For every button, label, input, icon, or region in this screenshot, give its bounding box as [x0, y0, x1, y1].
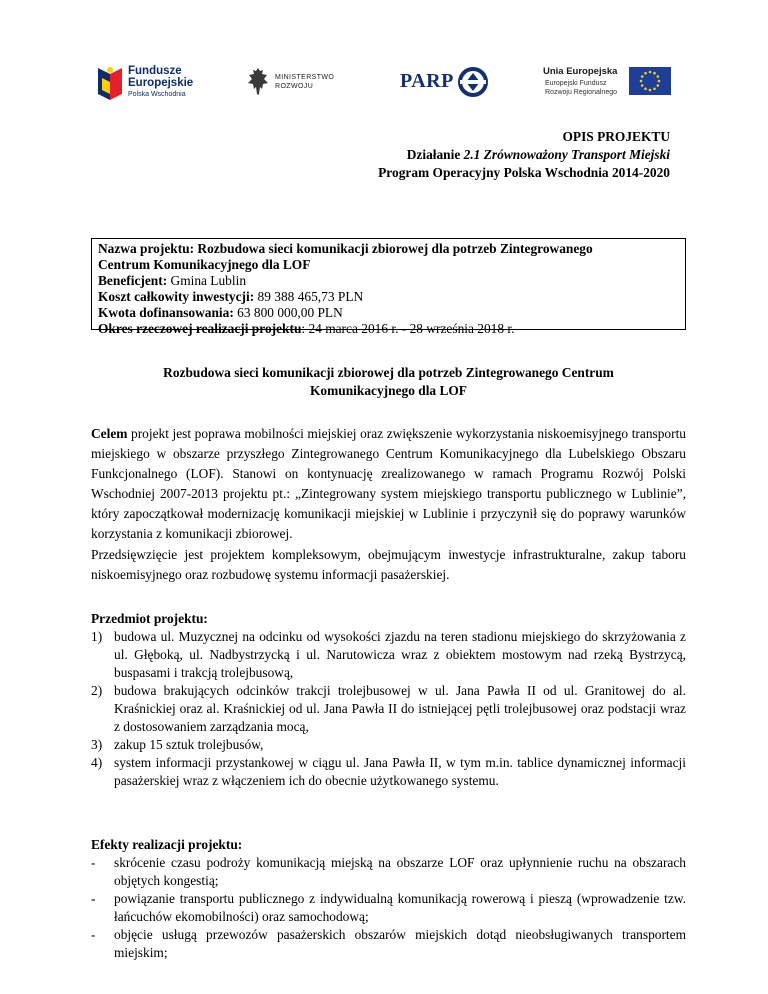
header-action-prefix: Działanie — [406, 147, 464, 162]
project-info-box — [91, 238, 686, 336]
parp-logo — [400, 62, 490, 104]
project-name-cont-text: Centrum Komunikacyjnego dla LOF — [98, 257, 311, 272]
list-item-text: zakup 15 sztuk trolejbusów, — [114, 737, 264, 752]
project-title — [91, 364, 686, 400]
list-item — [91, 736, 686, 754]
realization-period — [98, 321, 679, 337]
parp-text: PARP — [400, 70, 454, 92]
list-item — [91, 854, 686, 890]
list-item-text: powiązanie transportu publicznego z indywidualną komunikacją rowerową i pieszą (wprowadzenie tzw. łańcuchów ekomobilności) oraz samochodową; — [114, 891, 686, 924]
list-item-text: system informacji przystankowej w ciągu ul. Jana Pawła II, w tym m.in. tablice dynamicznej informacji pasażerskiej wraz z włączeniem ich do obecnie użytkowanego systemu. — [114, 755, 686, 788]
fundusze-europejskie-logo — [98, 62, 208, 104]
ministerstwo-line2: ROZWOJU — [275, 83, 314, 90]
ministerstwo-rozwoju-logo — [247, 62, 347, 104]
header-title: OPIS PROJEKTU — [562, 129, 670, 144]
ue-line1: Unia Europejska — [543, 66, 618, 77]
logo-bar — [0, 62, 768, 104]
ue-line2: Europejski Fundusz — [545, 80, 607, 87]
header-action — [220, 146, 670, 164]
project-name-text: Nazwa projektu: Rozbudowa sieci komunikacji zbiorowej dla potrzeb Zintegrowanego — [98, 241, 593, 256]
header-action-name: 2.1 Zrównoważony Transport Miejski — [463, 147, 670, 162]
list-item — [91, 682, 686, 736]
goal-text: projekt jest poprawa mobilności miejskiej oraz zwiększenie wykorzystania niskoemisyjnego transportu miejskiego w obszarze przyszłego Zintegrowanego Centrum Komunikacyjnego dla Lubelskiego Obszaru Funkcjonalnego (LOF). Stanowi on kontynuację zrealizowanego w ramach Programu Rozwój Polski Wschodniej 2007-2013 projektu pt.: „Zintegrowany system miejskiego transportu publicznego w Lublinie”, który zapoczątkował modernizację komunikacji miejskiej w Lublinie i przyczynił się do poprawy warunków korzystania z komunikacji zbiorowej. — [91, 426, 686, 541]
subject-list — [91, 628, 686, 790]
funding-value: 63 800 000,00 PLN — [233, 305, 343, 320]
list-item — [91, 890, 686, 926]
list-item-text: skrócenie czasu podroży komunikacją miejską na obszarze LOF oraz upłynnienie ruchu na obszarach objętych kongestią; — [114, 855, 686, 888]
complex-paragraph: Przedsięwzięcie jest projektem kompleksowym, obejmującym inwestycje infrastrukturalne, zakup taboru niskoemisyjnego oraz rozbudowę systemu informacji pasażerskiej. — [91, 547, 686, 582]
list-item-number: 4) — [91, 755, 103, 770]
ministerstwo-line1: MINISTERSTWO — [275, 74, 335, 81]
beneficiary-label: Beneficjent: — [98, 273, 168, 288]
document-header — [220, 128, 670, 182]
ue-line3: Rozwoju Regionalnego — [545, 89, 617, 96]
list-item-bullet: - — [91, 891, 96, 906]
list-item-number: 3) — [91, 737, 103, 752]
subject-title: Przedmiot projektu: — [91, 611, 208, 626]
beneficiary — [98, 273, 679, 289]
project-title-line1: Rozbudowa sieci komunikacji zbiorowej dla potrzeb Zintegrowanego Centrum — [163, 365, 614, 380]
list-item — [91, 628, 686, 682]
list-item-bullet: - — [91, 855, 96, 870]
effects-title: Efekty realizacji projektu: — [91, 837, 243, 852]
list-item-bullet: - — [91, 927, 96, 942]
total-cost-label: Koszt całkowity inwestycji: — [98, 289, 255, 304]
unia-europejska-logo — [543, 62, 673, 104]
goal-paragraph — [91, 424, 686, 544]
list-item-text: budowa ul. Muzycznej na odcinku od wysokości zjazdu na teren stadionu miejskiego do skrzyżowania z ul. Głęboką, ul. Nadbystrzycką i ul. Narutowicza wraz z obiektem mostowym nad rzeką Bystrzycą, buspasami i trakcją trolejbusową, — [114, 629, 686, 680]
period-label: Okres rzeczowej realizacji projektu — [98, 321, 302, 336]
fundusze-line3: Polska Wschodnia — [128, 91, 186, 98]
effects-list — [91, 854, 686, 962]
eu-flag-icon — [629, 67, 671, 95]
list-item-text: budowa brakujących odcinków trakcji trolejbusowej w ul. Jana Pawła II od ul. Granitowej do al. Kraśnickiej oraz al. Kraśnickiej od ul. Jana Pawła II do istniejącej pętli trolejbusowej oraz podstacji wraz z dostosowaniem zarządzania mocą, — [114, 683, 686, 734]
fundusze-line1: Fundusze — [128, 65, 182, 77]
fundusze-line2: Europejskie — [128, 77, 194, 89]
list-item-text: objęcie usługą przewozów pasażerskich obszarów miejskich dotąd nieobsługiwanych transportem miejskim; — [114, 927, 686, 960]
project-name-cont — [98, 257, 679, 273]
funding-label: Kwota dofinansowania: — [98, 305, 234, 320]
fundusze-europejskie-emblem-icon — [98, 64, 122, 100]
list-item — [91, 926, 686, 962]
funding-amount — [98, 305, 679, 321]
goal-bold: Celem — [91, 426, 128, 441]
period-value: : 24 marca 2016 r. - 28 września 2018 r. — [301, 321, 515, 336]
total-cost-value: 89 388 465,73 PLN — [254, 289, 364, 304]
total-cost — [98, 289, 679, 305]
project-title-line2: Komunikacyjnego dla LOF — [310, 383, 467, 398]
list-item — [91, 754, 686, 790]
list-item-number: 2) — [91, 683, 103, 698]
parp-mark-icon — [458, 67, 488, 97]
polish-eagle-icon — [247, 66, 269, 96]
project-name — [98, 241, 679, 257]
beneficiary-value: Gmina Lublin — [167, 273, 247, 288]
list-item-number: 1) — [91, 629, 103, 644]
header-program: Program Operacyjny Polska Wschodnia 2014-2020 — [378, 165, 670, 180]
